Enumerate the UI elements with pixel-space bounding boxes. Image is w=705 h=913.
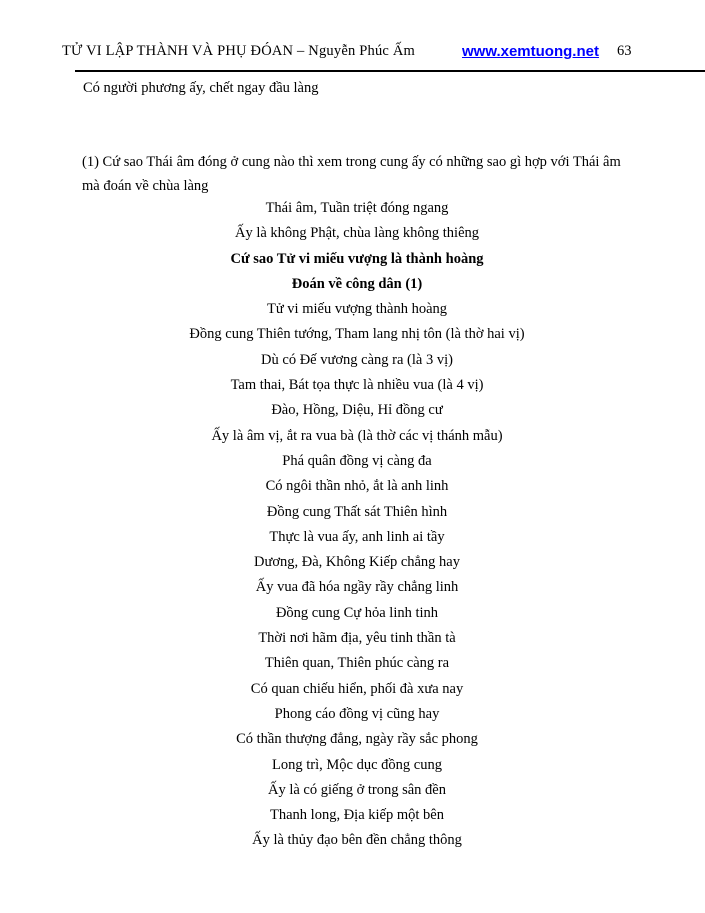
verse-line: Đồng cung Thiên tướng, Tham lang nhị tôn (là thờ hai vị) [189, 326, 525, 343]
verse-line: Thiên quan, Thiên phúc càng ra [264, 655, 450, 672]
verse-line: Dù có Đế vương càng ra (là 3 vị) [261, 351, 453, 368]
header-divider-rule [75, 70, 705, 72]
body-first-line: Có người phương ấy, chết ngay đầu làng [83, 80, 319, 96]
verse-line: Ấy vua đã hóa ngầy rầy chẳng linh [255, 579, 459, 596]
xemtuong-link[interactable]: www.xemtuong.net [462, 43, 599, 60]
verse-line: Đồng cung Thất sát Thiên hình [266, 503, 448, 520]
verse-line: Phá quân đồng vị càng đa [282, 452, 432, 469]
document-header-title: TỬ VI LẬP THÀNH VÀ PHỤ ĐÓAN – Nguyễn Phúc Ấm [62, 43, 416, 59]
explanatory-paragraph: (1) Cứ sao Thái âm đóng ở cung nào thì xem trong cung ấy có những sao gì hợp với Thái âm mà đoán về chùa làng [82, 154, 621, 194]
verse-line: Đồng cung Cự hỏa linh tinh [275, 604, 439, 621]
verse-line: Có thần thượng đẳng, ngày rầy sắc phong [236, 731, 478, 748]
verse-line: Tử vi miếu vượng thành hoàng [266, 301, 448, 318]
verse-line: Thực là vua ấy, anh linh ai tầy [269, 528, 445, 545]
verse-line: Tam thai, Bát tọa thực là nhiều vua (là 4 vị) [230, 377, 484, 394]
verse-line: Thái âm, Tuần triệt đóng ngang [265, 200, 449, 216]
verse-line: Thanh long, Địa kiếp một bên [270, 807, 444, 824]
verse-line: Ấy là có giếng ở trong sân đền [267, 781, 446, 798]
verse-line: Ấy là âm vị, ắt ra vua bà (là thờ các vị thánh mẫu) [211, 427, 503, 444]
verse-line: Đào, Hồng, Diệu, Hỉ đồng cư [271, 402, 443, 419]
verse-line: Long trì, Mộc dục đồng cung [272, 756, 442, 773]
verse-line: Có quan chiếu hiển, phối đà xưa nay [250, 680, 464, 697]
verse-line: Thời nơi hãm địa, yêu tinh thần tà [258, 630, 456, 647]
verse-line: Phong cáo đồng vị cũng hay [274, 705, 440, 722]
verse-line: Đoán về công dân (1) [291, 275, 423, 292]
verse-line: Cứ sao Tử vi miếu vượng là thành hoàng [230, 250, 484, 267]
verse-line: Dương, Đà, Không Kiếp chẳng hay [254, 554, 460, 571]
verse-line: Ấy là không Phật, chùa làng không thiêng [234, 225, 480, 242]
verse-list [82, 196, 632, 854]
verse-line: Có ngôi thần nhỏ, ắt là anh linh [265, 478, 449, 495]
verse-line: Ấy là thủy đạo bên đền chẳng thông [252, 832, 462, 849]
page-number: 63 [617, 43, 632, 59]
